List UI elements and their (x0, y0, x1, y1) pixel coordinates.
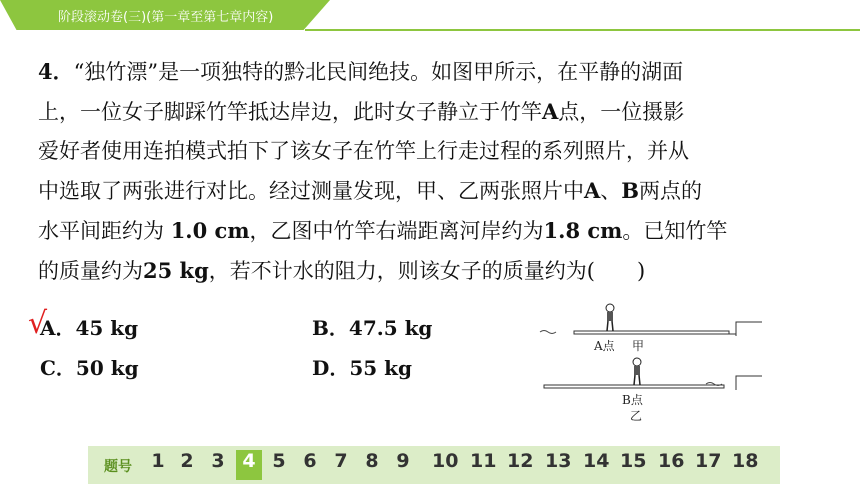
question-line-1: 4．“独竹漂”是一项独特的黔北民间绝技。如图甲所示，在平静的湖面 (38, 59, 684, 84)
nav-question-11[interactable]: 11 (470, 450, 497, 472)
bamboo-figure (536, 298, 776, 428)
header-bar (0, 0, 860, 40)
nav-question-1[interactable]: 1 (151, 450, 165, 472)
option-a[interactable]: A．45 kg (40, 316, 139, 340)
nav-label: 题号 (104, 459, 132, 475)
nav-question-14[interactable]: 14 (583, 450, 610, 472)
header-divider (305, 29, 860, 31)
river-bank-jia (736, 322, 762, 336)
nav-question-15[interactable]: 15 (620, 450, 647, 472)
nav-question-18[interactable]: 18 (732, 450, 759, 472)
question-line-3: 爱好者使用连拍模式拍下了该女子在竹竿上行走过程的系列照片，并从 (38, 139, 689, 163)
nav-question-3[interactable]: 3 (211, 450, 225, 472)
option-c[interactable]: C．50 kg (40, 356, 139, 380)
nav-question-10[interactable]: 10 (432, 450, 459, 472)
woman-figure-yi (633, 358, 641, 385)
nav-question-7[interactable]: 7 (334, 450, 348, 472)
option-d[interactable]: D．55 kg (312, 356, 412, 380)
label-point-b: B点 (622, 393, 643, 407)
nav-question-13[interactable]: 13 (545, 450, 572, 472)
nav-question-12[interactable]: 12 (507, 450, 534, 472)
woman-figure-jia (606, 304, 614, 331)
nav-question-6[interactable]: 6 (303, 450, 317, 472)
bamboo-pole-yi (544, 385, 724, 388)
nav-question-4[interactable]: 4 (236, 450, 262, 480)
nav-question-17[interactable]: 17 (695, 450, 722, 472)
nav-question-8[interactable]: 8 (365, 450, 379, 472)
label-yi: 乙 (630, 409, 643, 423)
question-line-6: 的质量约为25 kg，若不计水的阻力，则该女子的质量约为( ) (38, 258, 646, 283)
question-navigator (88, 446, 780, 484)
correct-check-mark: √ (28, 306, 48, 341)
question-line-2: 上，一位女子脚踩竹竿抵达岸边，此时女子静立于竹竿A点，一位摄影 (38, 99, 685, 124)
nav-question-9[interactable]: 9 (396, 450, 410, 472)
bamboo-pole-jia (574, 331, 729, 334)
nav-question-5[interactable]: 5 (272, 450, 286, 472)
option-b[interactable]: B．47.5 kg (312, 316, 433, 340)
question-line-5: 水平间距约为 1.0 cm，乙图中竹竿右端距离河岸约为1.8 cm。已知竹竿 (38, 218, 728, 243)
nav-question-2[interactable]: 2 (180, 450, 194, 472)
header-title: 阶段滚动卷(三)(第一章至第七章内容) (58, 10, 274, 25)
question-line-4: 中选取了两张进行对比。经过测量发现，甲、乙两张照片中A、B两点的 (38, 178, 703, 203)
question-text (38, 52, 828, 291)
nav-question-16[interactable]: 16 (658, 450, 685, 472)
label-jia: 甲 (632, 339, 645, 353)
river-bank-yi (736, 376, 762, 390)
label-point-a: A点 (594, 339, 615, 353)
question-number: 4． (38, 59, 74, 84)
